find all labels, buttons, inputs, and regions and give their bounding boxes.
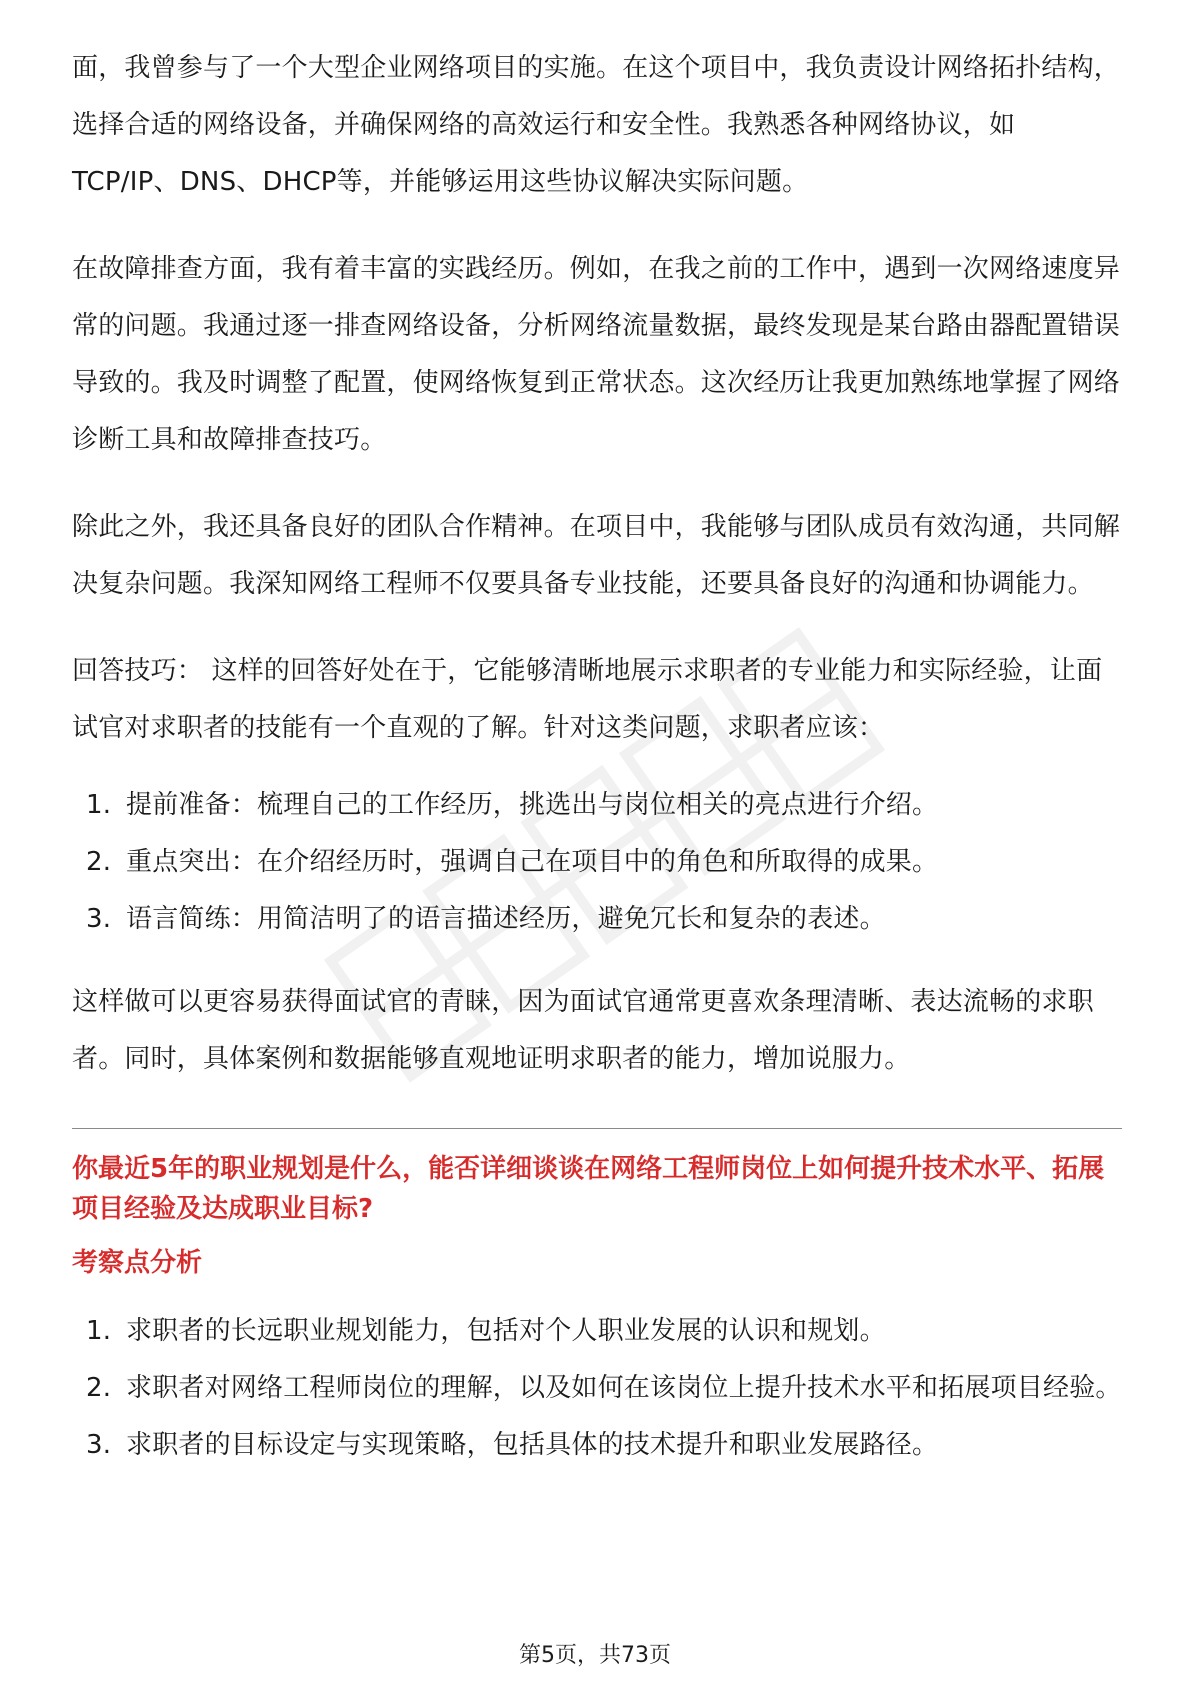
paragraph-closing: 这样做可以更容易获得面试官的青睐，因为面试官通常更喜欢条理清晰、表达流畅的求职者。同时，具体案例和数据能够直观地证明求职者的能力，增加说服力。 bbox=[72, 987, 1094, 1074]
list-item-text: 求职者对网络工程师岗位的理解，以及如何在该岗位上提升技术水平和拓展项目经验。 bbox=[126, 1373, 1122, 1403]
list-item bbox=[72, 891, 1122, 948]
list-item-text: 重点突出：在介绍经历时，强调自己在项目中的角色和所取得的成果。 bbox=[126, 847, 939, 877]
list-number: 2. bbox=[86, 1373, 112, 1403]
section-divider bbox=[72, 1128, 1122, 1129]
page-number-footer: 第5页，共73页 bbox=[519, 1643, 671, 1668]
list-item bbox=[72, 777, 1122, 834]
list-item bbox=[72, 1303, 1122, 1360]
list-number: 1. bbox=[86, 790, 112, 820]
list-item bbox=[72, 1360, 1122, 1417]
paragraph-teamwork: 除此之外，我还具备良好的团队合作精神。在项目中，我能够与团队成员有效沟通，共同解决复杂问题。我深知网络工程师不仅要具备专业技能，还要具备良好的沟通和协调能力。 bbox=[72, 512, 1121, 599]
list-item-text: 求职者的长远职业规划能力，包括对个人职业发展的认识和规划。 bbox=[126, 1316, 886, 1346]
page-content bbox=[72, 40, 1122, 1500]
list-item-text: 语言简练：用简洁明了的语言描述经历，避免冗长和复杂的表述。 bbox=[126, 904, 886, 934]
analysis-list bbox=[72, 1303, 1122, 1474]
list-number: 3. bbox=[86, 1430, 112, 1460]
analysis-heading: 考察点分析 bbox=[72, 1248, 203, 1278]
list-number: 3. bbox=[86, 904, 112, 934]
list-item-text: 提前准备：梳理自己的工作经历，挑选出与岗位相关的亮点进行介绍。 bbox=[126, 790, 939, 820]
question-heading: 你最近5年的职业规划是什么，能否详细谈谈在网络工程师岗位上如何提升技术水平、拓展项目经验及达成职业目标? bbox=[72, 1154, 1105, 1224]
paragraph-experience: 面，我曾参与了一个大型企业网络项目的实施。在这个项目中，我负责设计网络拓扑结构，选择合适的网络设备，并确保网络的高效运行和安全性。我熟悉各种网络协议，如TCP/IP、DNS、DHCP等，并能够运用这些协议解决实际问题。 bbox=[72, 53, 1121, 197]
list-item-text: 求职者的目标设定与实现策略，包括具体的技术提升和职业发展路径。 bbox=[126, 1430, 939, 1460]
tips-list bbox=[72, 777, 1122, 948]
list-number: 1. bbox=[86, 1316, 112, 1346]
list-item bbox=[72, 1417, 1122, 1474]
paragraph-answer-tips: 回答技巧： 这样的回答好处在于，它能够清晰地展示求职者的专业能力和实际经验，让面试官对求职者的技能有一个直观的了解。针对这类问题，求职者应该： bbox=[72, 656, 1103, 743]
list-item bbox=[72, 834, 1122, 891]
paragraph-troubleshooting: 在故障排查方面，我有着丰富的实践经历。例如，在我之前的工作中，遇到一次网络速度异常的问题。我通过逐一排查网络设备，分析网络流量数据，最终发现是某台路由器配置错误导致的。我及时调整了配置，使网络恢复到正常状态。这次经历让我更加熟练地掌握了网络诊断工具和故障排查技巧。 bbox=[72, 254, 1121, 455]
list-number: 2. bbox=[86, 847, 112, 877]
